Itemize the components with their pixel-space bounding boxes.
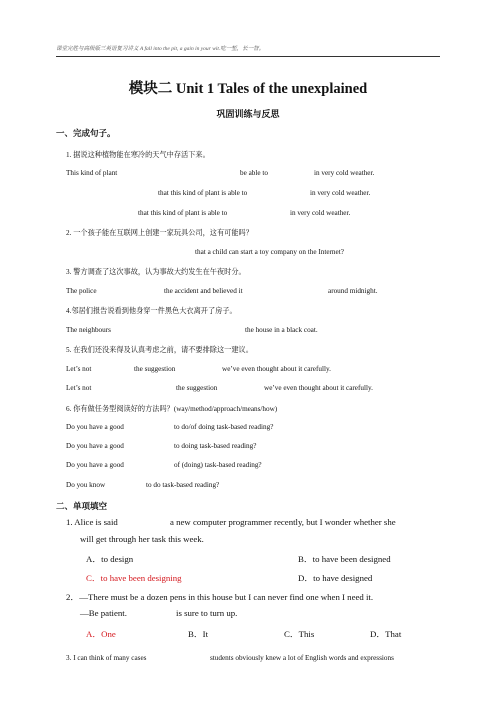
mc1-stem-part2: a new computer programmer recently, but I wonder whether she — [170, 517, 396, 527]
mc2-option-c: C．This — [284, 629, 315, 639]
mc3-stem-part1: 3. I can think of many cases — [66, 654, 147, 662]
q5-line-a-part2: the suggestion — [134, 365, 176, 373]
q1-line-a-part1: This kind of plant — [66, 169, 118, 177]
q5-line-b-part1: Let’s not — [66, 384, 92, 392]
page-header: 课堂完胜与高级版三英语复习讲义 A fall into the pit, a gain in your wit.吃一堑，长一智。 — [56, 46, 265, 52]
q5-line-a-part1: Let’s not — [66, 365, 92, 373]
q6-line-d-part1: Do you know — [66, 481, 106, 489]
q4-line-a-part2: the house in a black coat. — [245, 326, 318, 334]
q5-line-b-part2: the suggestion — [176, 384, 218, 392]
q6-line-c-part1: Do you have a good — [66, 461, 124, 469]
mc2-option-a-answer: A．One — [86, 629, 116, 639]
q6-prompt: 6. 你有做任务型阅读好的方法吗？(way/method/approach/means/how) — [66, 405, 278, 413]
mc1-option-c-answer: C．to have been designing — [86, 573, 182, 583]
page-subtitle: 巩固训练与反思 — [216, 109, 280, 119]
header-rule — [56, 56, 440, 57]
q3-line-a-part1: The police — [66, 287, 97, 295]
q6-line-a-part2: to do/of doing task-based reading? — [174, 423, 274, 431]
q1-line-b-part2: in very cold weather. — [310, 189, 371, 197]
q6-line-b-part1: Do you have a good — [66, 442, 124, 450]
q3-line-a-part2: the accident and believed it — [164, 287, 243, 295]
q6-line-a-part1: Do you have a good — [66, 423, 124, 431]
q1-line-a-part2: be able to — [240, 169, 268, 177]
mc2-option-d: D．That — [370, 629, 402, 639]
q1-prompt: 1. 据说这种植物能在寒冷的天气中存活下来。 — [66, 151, 210, 159]
page-title: 模块二 Unit 1 Tales of the unexplained — [128, 81, 368, 97]
mc1-option-b: B．to have been designed — [298, 554, 391, 564]
q5-line-a-part3: we’ve even thought about it carefully. — [222, 365, 331, 373]
q3-line-a-part3: around midnight. — [328, 287, 378, 295]
section2-heading: 二、单项填空 — [56, 501, 108, 511]
q5-line-b-part3: we’ve even thought about it carefully. — [264, 384, 373, 392]
q1-line-c-part2: in very cold weather. — [290, 209, 351, 217]
q1-line-c-part1: that this kind of plant is able to — [138, 209, 228, 217]
mc2-stem-part1: —Be patient. — [80, 608, 127, 618]
q6-line-b-part2: to doing task-based reading? — [174, 442, 257, 450]
mc2-stem-line1: 2．—There must be a dozen pens in this house but I can never find one when I need it. — [66, 592, 374, 602]
q5-prompt: 5. 在我们还没来得及认真考虑之前，请不要排除这一建议。 — [66, 346, 253, 354]
q6-line-d-part2: to do task-based reading? — [146, 481, 220, 489]
q1-line-b-part1: that this kind of plant is able to — [158, 189, 248, 197]
mc1-stem-part1: 1. Alice is said — [66, 517, 118, 527]
q1-line-a-part3: in very cold weather. — [314, 169, 375, 177]
mc2-stem-part2: is sure to turn up. — [176, 608, 238, 618]
q6-line-c-part2: of (doing) task-based reading? — [174, 461, 262, 469]
mc1-option-a: A．to design — [86, 554, 134, 564]
section1-heading: 一、完成句子。 — [56, 128, 116, 138]
q4-line-a-part1: The neighbours — [66, 326, 111, 334]
q2-line-a: that a child can start a toy company on the Internet? — [195, 248, 344, 256]
q3-prompt: 3. 警方调查了这次事故，认为事故大约发生在午夜时分。 — [66, 268, 246, 276]
mc3-stem-part2: students obviously knew a lot of English words and expressions — [210, 654, 394, 662]
q2-prompt: 2. 一个孩子能在互联网上创建一家玩具公司，这有可能吗？ — [66, 229, 253, 237]
q4-prompt: 4.邻居们报告说看到他身穿一件黑色大衣离开了房子。 — [66, 307, 237, 315]
mc2-option-b: B．It — [188, 629, 209, 639]
mc1-stem-line2: will get through her task this week. — [80, 534, 204, 544]
mc1-option-d: D．to have designed — [298, 573, 373, 583]
